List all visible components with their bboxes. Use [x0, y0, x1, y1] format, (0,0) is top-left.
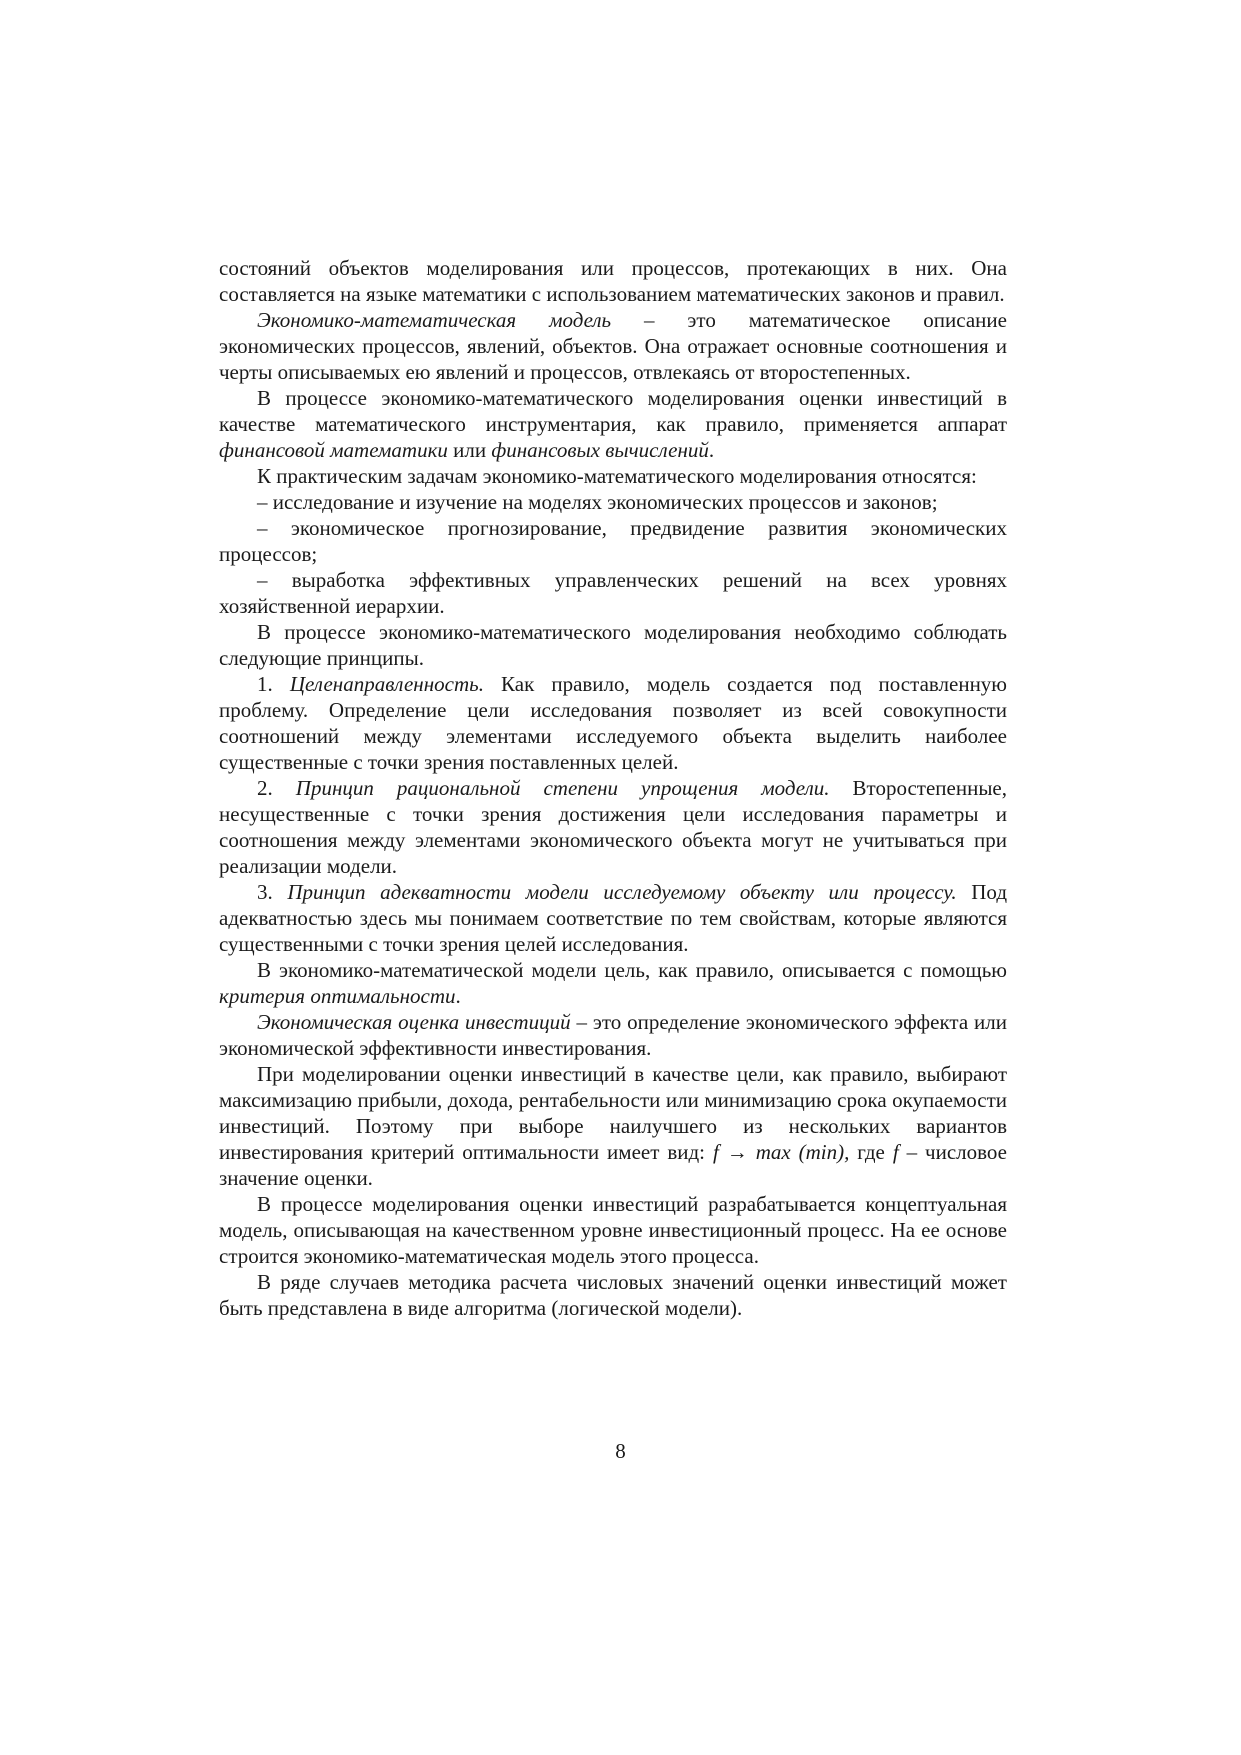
principle-1: 1. Целенаправленность. Как правило, модель создается под поставленную проблему. Определение цели исследования позволяет из всей совокупности соотношений между элементами исследуемого объекта выделить наиболее существенные с точки зрения поставленных целей. [219, 672, 1007, 774]
page-body [219, 255, 1007, 1321]
paragraph-11: В экономико-математической модели цель, как правило, описывается с помощью критерия оптимальности. [219, 958, 1007, 1008]
paragraph-13: При моделировании оценки инвестиций в качестве цели, как правило, выбирают максимизацию прибыли, дохода, рентабельности или минимизацию срока окупаемости инвестиций. Поэтому при выборе наилучшего из нескольких вариантов инвестирования критерий оптимальности имеет вид: f → max (min), где f – числовое значение оценки. [219, 1062, 1008, 1190]
paragraph-15: В ряде случаев методика расчета числовых значений оценки инвестиций может быть представлена в виде алгоритма (логической модели). [219, 1270, 1007, 1320]
paragraph-2: В процессе экономико-математического моделирования оценки инвестиций в качестве математического инструментария, как правило, применяется аппарат финансовой математики или финансовых вычислений. [219, 386, 1007, 462]
paragraph-14: В процессе моделирования оценки инвестиций разрабатывается концептуальная модель, описывающая на качественном уровне инвестиционный процесс. На ее основе строится экономико-математическая модель этого процесса. [219, 1192, 1007, 1268]
list-item-2: – экономическое прогнозирование, предвидение развития экономических процессов; [219, 516, 1007, 566]
paragraph-3: К практическим задачам экономико-математического моделирования относятся: [257, 464, 977, 488]
paragraph-0: состояний объектов моделирования или процессов, протекающих в них. Она составляется на языке математики с использованием математических законов и правил. [219, 256, 1007, 306]
principle-2: 2. Принцип рациональной степени упрощения модели. Второстепенные, несущественные с точки зрения достижения цели исследования параметры и соотношения между элементами экономического объекта могут не учитываться при реализации модели. [219, 776, 1007, 878]
list-item-1: – исследование и изучение на моделях экономических процессов и законов; [257, 490, 938, 514]
principle-3: 3. Принцип адекватности модели исследуемому объекту или процессу. Под адекватностью здесь мы понимаем соответствие по тем свойствам, которые являются существенными с точки зрения целей исследования. [219, 880, 1008, 956]
paragraph-12: Экономическая оценка инвестиций – это определение экономического эффекта или экономической эффективности инвестирования. [219, 1010, 1007, 1060]
paragraph-1: Экономико-математическая модель – это математическое описание экономических процессов, явлений, объектов. Она отражает основные соотношения и черты описываемых ею явлений и процессов, отвлекаясь от второстепенных. [219, 308, 1007, 384]
paragraph-7: В процессе экономико-математического моделирования необходимо соблюдать следующие принципы. [219, 620, 1007, 670]
page-number: 8 [615, 1439, 626, 1463]
list-item-3: – выработка эффективных управленческих решений на всех уровнях хозяйственной иерархии. [219, 568, 1007, 618]
